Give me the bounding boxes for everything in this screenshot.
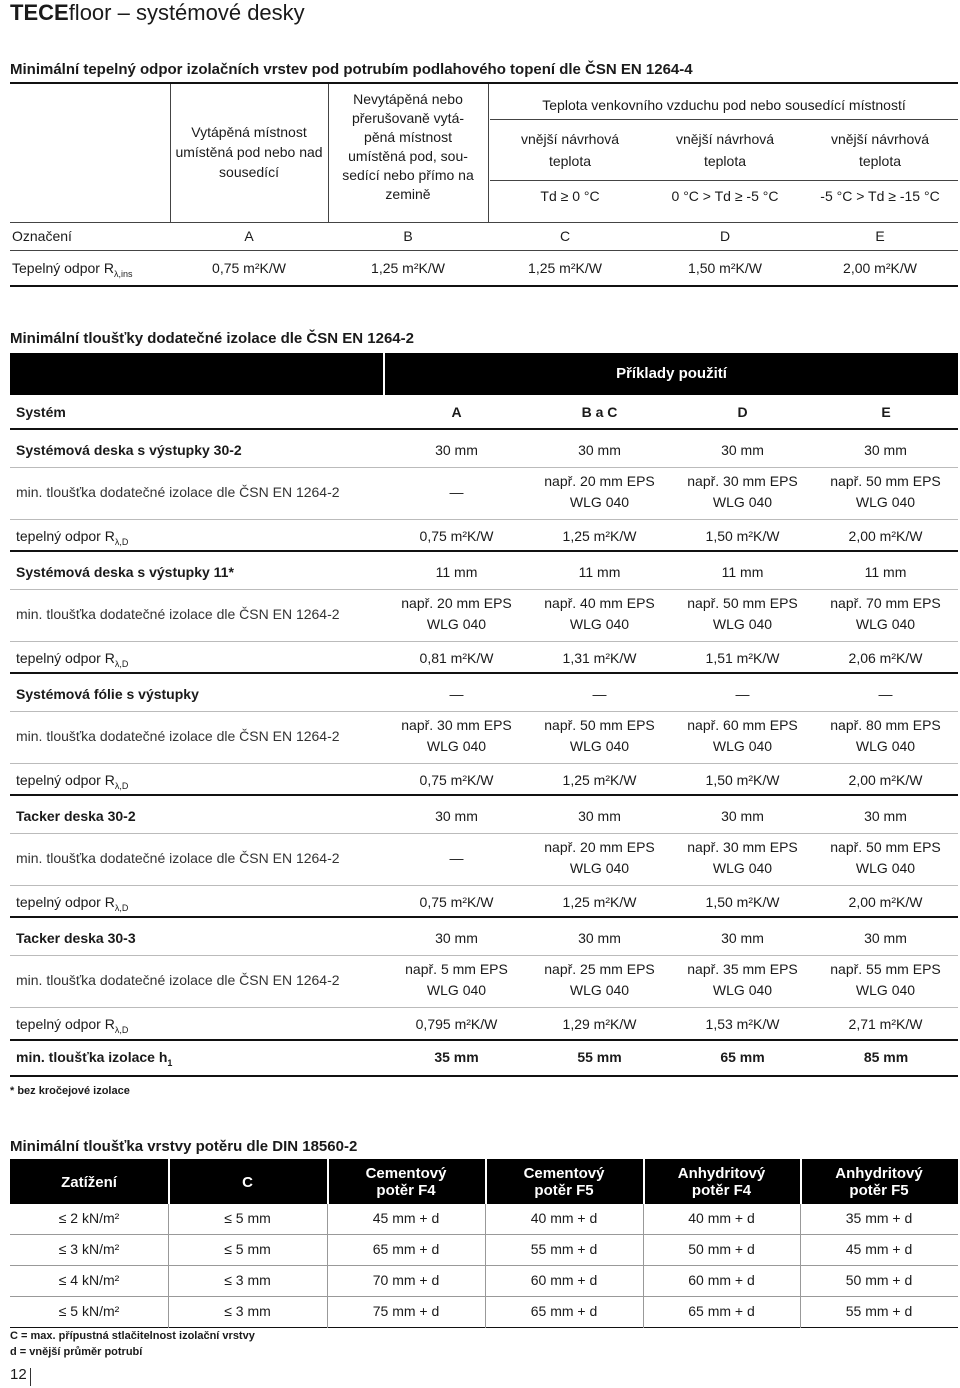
outdoor-header: Teplota venkovního vzduchu pod nebo sousedící místností <box>542 97 906 113</box>
row-separator <box>10 955 958 956</box>
group-mm-cell: 11 mm <box>578 564 621 580</box>
table3-cell: 70 mm + d <box>372 1272 440 1288</box>
table3-cell: 65 mm + d <box>372 1241 440 1257</box>
group-mm-cell: 30 mm <box>721 930 764 946</box>
thickness-eps: např. 60 mm EPS <box>687 717 798 733</box>
thickness-cell <box>814 471 957 513</box>
row-separator <box>10 641 958 642</box>
label-row-label: Označení <box>12 228 72 244</box>
table3-header-cell: Cementový potěr F5 <box>523 1165 605 1199</box>
row-separator <box>10 833 958 834</box>
thickness-wlg: WLG 040 <box>855 738 916 754</box>
thickness-cell <box>528 959 671 1001</box>
thickness-wlg: WLG 040 <box>855 494 916 510</box>
table3-cell: 50 mm + d <box>688 1241 755 1257</box>
table1-title: Minimální tepelný odpor izolačních vrstev pod potrubím podlahového topení dle ČSN EN 1264-4 <box>10 61 693 78</box>
thickness-cell <box>528 593 671 635</box>
group-separator <box>10 672 958 674</box>
row-separator <box>10 519 958 520</box>
thickness-wlg: WLG 040 <box>712 860 773 876</box>
resistance-label-text: tepelný odpor R <box>16 1016 115 1032</box>
group-mm-cell: 30 mm <box>864 930 907 946</box>
table3-title: Minimální tloušťka vrstvy potěru dle DIN 18560-2 <box>10 1138 358 1155</box>
system-label: Systém <box>16 404 66 420</box>
thickness-cell <box>814 715 957 757</box>
thickness-wlg: WLG 040 <box>712 982 773 998</box>
group-name: Systémová deska s výstupky 30-2 <box>16 442 242 458</box>
thickness-cell <box>385 959 528 1001</box>
group-mm-cell: 11 mm <box>721 564 764 580</box>
thickness-wlg: WLG 040 <box>855 860 916 876</box>
resistance-cell: 1,25 m²K/W <box>562 894 637 910</box>
min-a: 35 mm <box>434 1049 479 1065</box>
min-e: 85 mm <box>863 1049 909 1065</box>
resistance-label-text: tepelný odpor R <box>16 650 115 666</box>
thickness-wlg: WLG 040 <box>855 982 916 998</box>
thickness-wlg: WLG 040 <box>569 616 630 632</box>
resistance-label-text: tepelný odpor R <box>16 772 115 788</box>
group-separator <box>10 550 958 552</box>
table3-header-cell: Cementový potěr F4 <box>365 1165 447 1199</box>
resistance-label-sub: λ,D <box>114 780 129 791</box>
table3-cell: 35 mm + d <box>845 1210 913 1226</box>
resistance-cell: 1,31 m²K/W <box>562 650 637 666</box>
min-bc: 55 mm <box>577 1049 622 1065</box>
thickness-eps: např. 20 mm EPS <box>544 473 655 489</box>
resistance-cell: 0,81 m²K/W <box>419 650 494 666</box>
min-thickness-label: min. tloušťka izolace $h_1$ <box>16 1049 173 1068</box>
row-separator <box>10 1007 958 1008</box>
resistance-cell: 1,51 m²K/W <box>705 650 780 666</box>
resistance-row-label: Tepelný odpor $R_{\lambda,ins}$ <box>12 260 133 279</box>
resistance-cell: 1,50 m²K/W <box>705 528 780 544</box>
group-mm-cell: 30 mm <box>578 808 621 824</box>
label-b: B <box>403 228 413 244</box>
resistance-cell: 2,00 m²K/W <box>848 894 923 910</box>
group-mm-cell: 30 mm <box>578 930 621 946</box>
table3-note-c: C = max. přípustná stlačitelnost izolační vrstvy <box>10 1330 255 1342</box>
thickness-wlg: WLG 040 <box>712 738 773 754</box>
thickness-eps: např. 50 mm EPS <box>830 839 941 855</box>
thickness-eps: např. 30 mm EPS <box>401 717 512 733</box>
group-mm-cell: 30 mm <box>721 808 764 824</box>
min-d: 65 mm <box>720 1049 765 1065</box>
group-separator <box>10 916 958 918</box>
table3-cell: 45 mm + d <box>372 1210 440 1226</box>
label-c: C <box>559 228 571 244</box>
resistance-cell: 1,53 m²K/W <box>705 1016 780 1032</box>
group-mm-cell: — <box>878 686 893 702</box>
col-b-header: Nevytápěná nebo přerušovaně vytá- pěná místnost umístěná pod, sou- sedící nebo přímo na zemině <box>342 91 474 202</box>
table3-cell: 60 mm + d <box>688 1272 755 1288</box>
row-separator <box>10 1296 958 1297</box>
col-header-bc: B a C <box>581 404 618 420</box>
table2-title: Minimální tloušťky dodatečné izolace dle ČSN EN 1264-2 <box>10 330 414 347</box>
thickness-cell <box>671 715 814 757</box>
resistance-cell: 1,50 m²K/W <box>705 894 780 910</box>
resistance-cell: 1,25 m²K/W <box>562 528 637 544</box>
table3-cell: ≤ 2 kN/m² <box>58 1210 120 1226</box>
table3-cell: ≤ 3 kN/m² <box>58 1241 120 1257</box>
table3-cell: ≤ 5 mm <box>224 1210 271 1226</box>
group-mm-cell: — <box>449 686 464 702</box>
table3-cell: 75 mm + d <box>372 1303 440 1319</box>
resistance-label <box>16 1016 128 1035</box>
thickness-wlg: WLG 040 <box>569 738 630 754</box>
design-temp-c: vnější návrhová teplota <box>520 131 620 169</box>
thickness-label: min. tloušťka dodatečné izolace dle ČSN EN 1264-2 <box>16 850 340 866</box>
table3-cell: ≤ 5 kN/m² <box>58 1303 120 1319</box>
table3-cell: 65 mm + d <box>688 1303 755 1319</box>
row-separator <box>10 1265 958 1266</box>
resistance-label-sub: λ,D <box>114 658 129 669</box>
col-divider <box>800 1204 801 1328</box>
row-separator <box>10 711 958 712</box>
table3-header-cell: Anhydritový potěr F5 <box>835 1165 923 1199</box>
thickness-cell <box>671 593 814 635</box>
group-mm-cell: 11 mm <box>864 564 907 580</box>
table3-cell: 45 mm + d <box>845 1241 913 1257</box>
table3-cell: 55 mm + d <box>530 1241 598 1257</box>
group-name: Systémová deska s výstupky 11* <box>16 564 234 580</box>
row-separator <box>10 1234 958 1235</box>
group-mm-cell: 30 mm <box>864 808 907 824</box>
r-b: 1,25 m²K/W <box>371 260 445 276</box>
group-name: Systémová fólie s výstupky <box>16 686 199 702</box>
thickness-wlg: WLG 040 <box>569 494 630 510</box>
r-c: 1,25 m²K/W <box>528 260 602 276</box>
temp-range-c: Td ≥ 0 °C <box>540 188 600 204</box>
thickness-eps: např. 55 mm EPS <box>830 961 941 977</box>
resistance-label-text: tepelný odpor R <box>16 528 115 544</box>
thickness-eps: např. 5 mm EPS <box>405 961 508 977</box>
resistance-label-sub: λ,D <box>114 902 129 913</box>
thickness-cell <box>814 593 957 635</box>
table3-cell: 55 mm + d <box>845 1303 913 1319</box>
resistance-label-sub: λ,D <box>114 1024 129 1035</box>
group-mm-cell: 11 mm <box>435 564 478 580</box>
table3-cell: 40 mm + d <box>530 1210 598 1226</box>
design-temp-e: vnější návrhová teplota <box>830 131 930 169</box>
table3-header-cell: C <box>242 1173 253 1191</box>
thickness-cell <box>671 471 814 513</box>
thickness-eps: např. 20 mm EPS <box>544 839 655 855</box>
thickness-cell <box>814 837 957 879</box>
thickness-wlg: WLG 040 <box>569 982 630 998</box>
thickness-cell <box>385 715 528 757</box>
col-header-d: D <box>737 404 748 420</box>
resistance-cell: 0,795 m²K/W <box>415 1016 498 1032</box>
resistance-label <box>16 772 128 791</box>
col-divider <box>485 1204 486 1328</box>
thickness-cell <box>385 593 528 635</box>
thickness-eps: např. 40 mm EPS <box>544 595 655 611</box>
resistance-cell: 2,06 m²K/W <box>848 650 923 666</box>
page-title <box>10 0 305 26</box>
table3-cell: ≤ 3 mm <box>224 1272 271 1288</box>
table3-cell: 60 mm + d <box>530 1272 598 1288</box>
group-mm-cell: 30 mm <box>721 442 764 458</box>
r-e: 2,00 m²K/W <box>843 260 917 276</box>
thickness-label: min. tloušťka dodatečné izolace dle ČSN EN 1264-2 <box>16 484 340 500</box>
thickness-eps: např. 50 mm EPS <box>687 595 798 611</box>
resistance-cell: 1,25 m²K/W <box>562 772 637 788</box>
group-name: Tacker deska 30-2 <box>16 808 136 824</box>
col-header-e: E <box>881 404 891 420</box>
thickness-dash: — <box>449 850 464 866</box>
resistance-label <box>16 894 128 913</box>
group-mm-cell: — <box>592 686 607 702</box>
resistance-cell: 2,71 m²K/W <box>848 1016 923 1032</box>
thickness-cell <box>814 959 957 1001</box>
group-mm-cell: 30 mm <box>435 930 478 946</box>
resistance-cell: 0,75 m²K/W <box>419 528 494 544</box>
r-d: 1,50 m²K/W <box>688 260 762 276</box>
thickness-wlg: WLG 040 <box>426 982 487 998</box>
thickness-cell <box>528 837 671 879</box>
table3-cell: ≤ 3 mm <box>224 1303 271 1319</box>
label-a: A <box>244 228 254 244</box>
label-e: E <box>875 228 885 244</box>
resistance-label <box>16 650 128 669</box>
thickness-cell <box>528 471 671 513</box>
thickness-cell <box>671 959 814 1001</box>
col-divider <box>327 1204 328 1328</box>
resistance-label <box>16 528 128 547</box>
thickness-label: min. tloušťka dodatečné izolace dle ČSN EN 1264-2 <box>16 972 340 988</box>
table2-footnote: * bez kročejové izolace <box>10 1085 130 1097</box>
thickness-eps: např. 20 mm EPS <box>401 595 512 611</box>
thickness-cell <box>671 837 814 879</box>
group-mm-cell: 30 mm <box>435 808 478 824</box>
col-divider <box>168 1204 169 1328</box>
col-divider <box>643 1204 644 1328</box>
resistance-cell: 2,00 m²K/W <box>848 528 923 544</box>
title-rest: floor – systémové desky <box>68 0 305 25</box>
resistance-label-sub: λ,D <box>114 536 129 547</box>
resistance-cell: 1,50 m²K/W <box>705 772 780 788</box>
col-a-header: Vytápěná místnost umístěná pod nebo nad sousedící <box>175 124 323 180</box>
resistance-cell: 2,00 m²K/W <box>848 772 923 788</box>
thickness-eps: např. 25 mm EPS <box>544 961 655 977</box>
table3-cell: ≤ 4 kN/m² <box>58 1272 120 1288</box>
group-separator <box>10 794 958 796</box>
row-separator <box>10 763 958 764</box>
thickness-wlg: WLG 040 <box>569 860 630 876</box>
row-separator <box>10 1327 958 1328</box>
table3-cell: 40 mm + d <box>688 1210 755 1226</box>
thickness-wlg: WLG 040 <box>855 616 916 632</box>
group-mm-cell: 30 mm <box>435 442 478 458</box>
thickness-label: min. tloušťka dodatečné izolace dle ČSN EN 1264-2 <box>16 728 340 744</box>
table3-header-cell: Anhydritový potěr F4 <box>677 1165 766 1199</box>
row-separator <box>10 885 958 886</box>
resistance-cell: 0,75 m²K/W <box>419 894 494 910</box>
thickness-eps: např. 30 mm EPS <box>687 839 798 855</box>
r-a: 0,75 m²K/W <box>212 260 286 276</box>
thickness-cell <box>528 715 671 757</box>
thickness-dash: — <box>449 484 464 500</box>
resistance-cell: 1,29 m²K/W <box>562 1016 637 1032</box>
thickness-wlg: WLG 040 <box>426 738 487 754</box>
thickness-wlg: WLG 040 <box>712 494 773 510</box>
group-mm-cell: 30 mm <box>864 442 907 458</box>
table2-header: Příklady použití <box>616 365 727 382</box>
label-d: D <box>719 228 731 244</box>
thickness-wlg: WLG 040 <box>712 616 773 632</box>
temp-range-d: 0 °C > Td ≥ -5 °C <box>671 188 779 204</box>
col-header-a: A <box>451 404 462 420</box>
table3-cell: 65 mm + d <box>530 1303 598 1319</box>
table3-cell: 50 mm + d <box>845 1272 913 1288</box>
group-mm-cell: 30 mm <box>578 442 621 458</box>
table3-note-d: d = vnější průměr potrubí <box>10 1346 143 1358</box>
thickness-eps: např. 50 mm EPS <box>544 717 655 733</box>
temp-range-e: -5 °C > Td ≥ -15 °C <box>820 188 940 204</box>
group-mm-cell: — <box>735 686 750 702</box>
thickness-eps: např. 30 mm EPS <box>687 473 798 489</box>
brand-name: TECE <box>10 0 69 25</box>
thickness-eps: např. 70 mm EPS <box>830 595 941 611</box>
table3-cell: ≤ 5 mm <box>224 1241 271 1257</box>
thickness-eps: např. 50 mm EPS <box>830 473 941 489</box>
resistance-label-text: tepelný odpor R <box>16 894 115 910</box>
row-separator <box>10 467 958 468</box>
page-number: 12 <box>10 1366 27 1383</box>
table3-header-cell: Zatížení <box>61 1173 117 1191</box>
thickness-wlg: WLG 040 <box>426 616 487 632</box>
thickness-eps: např. 35 mm EPS <box>687 961 798 977</box>
thickness-eps: např. 80 mm EPS <box>830 717 941 733</box>
group-name: Tacker deska 30-3 <box>16 930 136 946</box>
resistance-cell: 0,75 m²K/W <box>419 772 494 788</box>
design-temp-d: vnější návrhová teplota <box>675 131 775 169</box>
thickness-label: min. tloušťka dodatečné izolace dle ČSN EN 1264-2 <box>16 606 340 622</box>
row-separator <box>10 589 958 590</box>
